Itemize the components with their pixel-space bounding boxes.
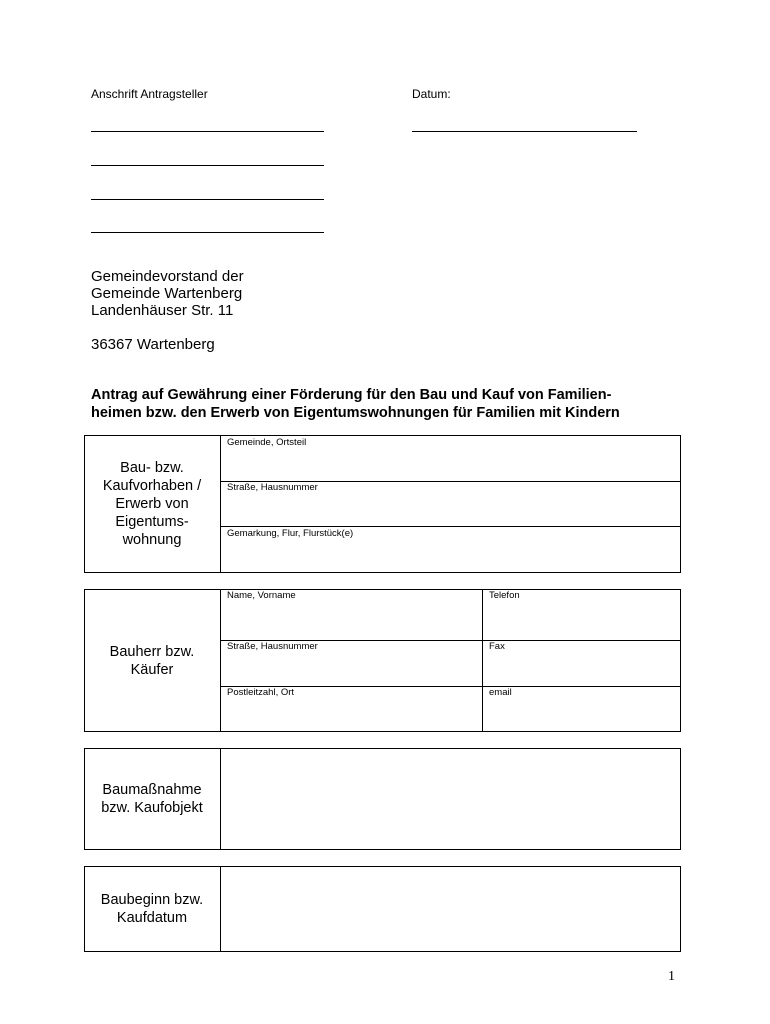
project-section-label [84, 435, 220, 573]
parcel-input[interactable] [221, 539, 680, 572]
applicant-section-label [84, 589, 220, 732]
object-section-label [84, 748, 220, 850]
applicant-street-input[interactable] [221, 653, 481, 685]
applicant-label-line: Käufer [130, 661, 174, 678]
phone-field-label: Telefon [489, 590, 520, 601]
name-field-label: Name, Vorname [227, 590, 296, 601]
fax-field-label: Fax [489, 641, 505, 652]
postal-code-field-label: Postleitzahl, Ort [227, 687, 295, 698]
applicant-label-line: Bauherr bzw. [109, 643, 195, 660]
applicant-street-field-label: Straße, Hausnummer [227, 641, 318, 652]
recipient-line-2: Gemeinde Wartenberg [91, 285, 243, 302]
start-date-label-line: Kaufdatum [116, 910, 188, 926]
project-label-line: Erwerb von [115, 496, 189, 512]
parcel-field-label: Gemarkung, Flur, Flurstück(e) [227, 528, 354, 539]
recipient-city: 36367 Wartenberg [91, 336, 215, 353]
address-line-2[interactable] [91, 165, 324, 166]
recipient-line-3: Landenhäuser Str. 11 [91, 302, 234, 319]
email-field-label: email [489, 687, 512, 698]
postal-code-input[interactable] [221, 699, 481, 731]
start-date-input[interactable] [221, 867, 680, 951]
project-label-line: Kaufvorhaben / [102, 478, 202, 494]
date-line[interactable] [412, 131, 637, 132]
municipality-field-label: Gemeinde, Ortsteil [227, 437, 307, 448]
form-title [91, 386, 691, 422]
start-date-section-label [84, 866, 220, 952]
phone-input[interactable] [483, 602, 680, 639]
address-line-3[interactable] [91, 199, 324, 200]
form-title-line-2: heimen bzw. den Erwerb von Eigentumswohnungen für Familien mit Kindern [91, 405, 620, 421]
project-label-line: Eigentums- [115, 514, 189, 530]
object-label-line: Baumaßnahme [102, 782, 202, 798]
object-label-line: bzw. Kaufobjekt [101, 800, 203, 816]
municipality-input[interactable] [221, 448, 680, 480]
email-input[interactable] [483, 699, 680, 731]
applicant-address-label: Anschrift Antragsteller [91, 87, 208, 101]
project-street-input[interactable] [221, 493, 680, 525]
project-label-line: Bau- bzw. [120, 460, 184, 476]
page-number: 1 [668, 969, 675, 984]
date-label: Datum: [412, 87, 451, 101]
fax-input[interactable] [483, 653, 680, 685]
form-title-line-1: Antrag auf Gewährung einer Förderung für den Bau und Kauf von Familien- [91, 387, 612, 403]
address-line-4[interactable] [91, 232, 324, 233]
project-row-divider-2 [220, 526, 681, 527]
project-label-line: wohnung [122, 532, 182, 548]
name-input[interactable] [221, 602, 481, 639]
object-input[interactable] [221, 749, 680, 849]
start-date-label-line: Baubeginn bzw. [100, 892, 204, 908]
street-field-label: Straße, Hausnummer [227, 482, 318, 493]
address-line-1[interactable] [91, 131, 324, 132]
recipient-line-1: Gemeindevorstand der [91, 268, 244, 285]
